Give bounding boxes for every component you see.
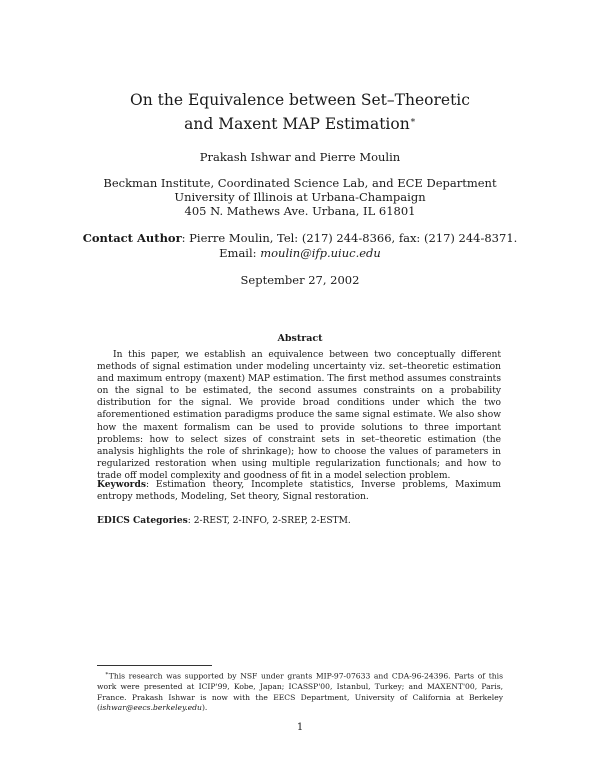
email-label: Email: <box>219 246 261 260</box>
affiliation-line-1: Beckman Institute, Coordinated Science Lab, and ECE Department <box>103 176 497 190</box>
title-line-2 <box>0 111 600 135</box>
footnote <box>97 669 503 714</box>
paper-title <box>0 90 600 135</box>
edics-text: : 2-REST, 2-INFO, 2-SREP, 2-ESTM. <box>187 516 351 526</box>
contact-details: : Pierre Moulin, Tel: (217) 244-8366, fax: (217) 244-8371. <box>181 231 518 245</box>
footnote-tail: ). <box>201 703 208 713</box>
footnote-mark: ∗ <box>105 671 109 677</box>
affiliation-line-2: University of Illinois at Urbana-Champaign <box>174 190 426 204</box>
edics-categories <box>97 515 501 527</box>
footnote-text: This research was supported by NSF under grants MIP-97-07633 and CDA-96-24396. Parts of this work were presented at ICIP'99, Kobe, Japan; ICASSP'00, Istanbul, Turkey; and MAXENT'00, Paris, France. Prakash Ishwar is now with the EECS Department, University of California at Berkeley ( <box>97 671 503 713</box>
keywords-label: Keywords <box>97 479 146 490</box>
edics-label: EDICS Categories <box>97 515 188 526</box>
author-list: Prakash Ishwar and Pierre Moulin <box>199 150 401 164</box>
affiliation-line-3: 405 N. Mathews Ave. Urbana, IL 61801 <box>184 204 416 218</box>
keywords <box>97 479 501 503</box>
contact-email-link[interactable]: moulin@ifp.uiuc.edu <box>260 246 381 260</box>
footnote-email-link[interactable]: ishwar@eecs.berkeley.edu <box>99 703 202 713</box>
affiliation <box>0 176 600 218</box>
paper-date: September 27, 2002 <box>240 273 360 287</box>
title-line-1: On the Equivalence between Set–Theoretic <box>130 91 470 109</box>
title-footnote-mark: ∗ <box>409 116 416 126</box>
abstract-heading: Abstract <box>277 333 323 344</box>
footnote-rule <box>97 665 212 666</box>
keywords-text: : Estimation theory, Incomplete statistics, Inverse problems, Maximum entropy methods, Modeling, Set theory, Signal restoration. <box>97 480 501 503</box>
page-number: 1 <box>296 722 304 733</box>
contact-line-2 <box>0 246 600 261</box>
contact-line-1 <box>0 231 600 246</box>
title-line-2-text: and Maxent MAP Estimation <box>184 115 410 134</box>
contact-label: Contact Author <box>82 231 182 245</box>
abstract-text: In this paper, we establish an equivalence between two conceptually different methods of signal estimation under modeling uncertainty viz. set–theoretic estimation and maximum entropy (maxent) MAP estimation. The first method assumes constraints on the signal to be estimated, the second assumes constraints on a probability distribution for the signal. We provide broad conditions under which the two aforementioned estimation paradigms produce the same signal estimate. We also show how the maxent formalism can be used to provide solutions to three important problems: how to select sizes of constraint sets in set–theoretic estimation (the analysis highlights the role of shrinkage); how to choose the values of parameters in regularized restoration when using multiple regularization functionals; and how to trade off model complexity and goodness of fit in a model selection problem. <box>97 350 501 481</box>
contact-author <box>0 231 600 261</box>
